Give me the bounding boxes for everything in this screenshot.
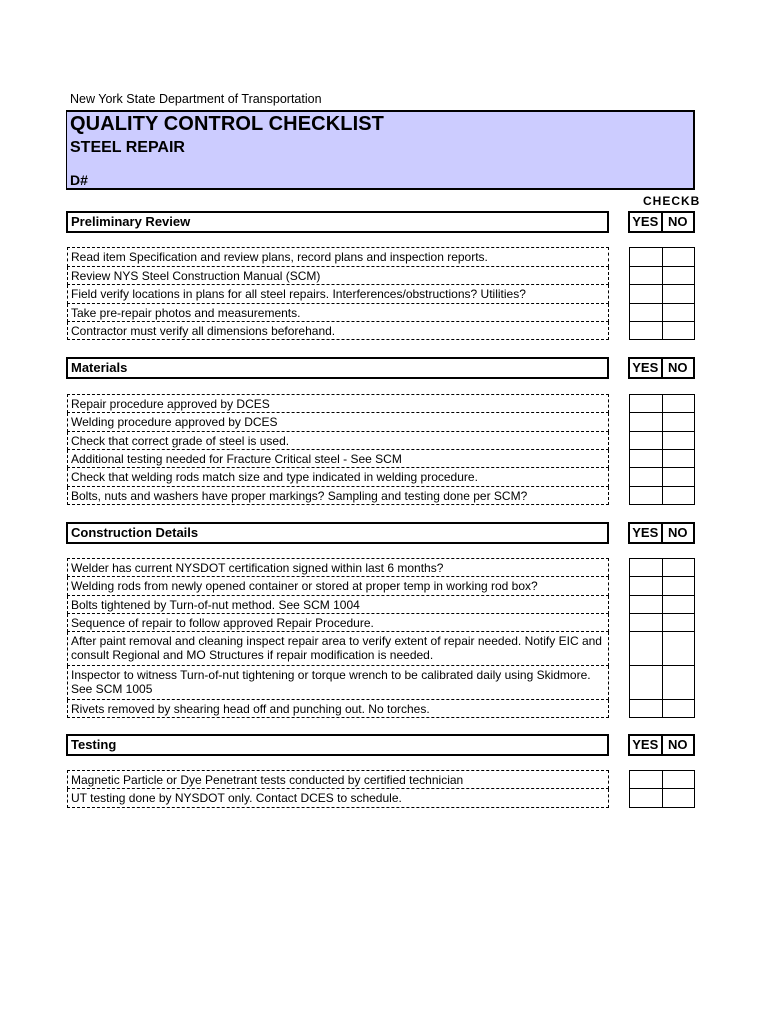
yes-no-header — [628, 357, 695, 379]
yes-checkbox[interactable] — [630, 789, 663, 807]
checklist-item — [67, 247, 609, 267]
checklist-item-text: Additional testing needed for Fracture Critical steel - See SCM — [71, 452, 402, 466]
answer-boxes — [629, 247, 695, 267]
no-checkbox[interactable] — [663, 700, 695, 717]
answer-boxes — [629, 468, 695, 487]
checklist-item — [67, 487, 609, 505]
no-label: NO — [668, 525, 688, 540]
no-checkbox[interactable] — [663, 450, 695, 467]
yes-checkbox[interactable] — [630, 285, 663, 303]
checklist-item — [67, 267, 609, 285]
no-checkbox[interactable] — [663, 468, 695, 486]
no-label: NO — [668, 214, 688, 229]
yes-no-header — [628, 211, 695, 233]
agency-name: New York State Department of Transportation — [70, 92, 322, 106]
checklist-item — [67, 577, 609, 596]
answer-boxes — [629, 789, 695, 808]
answer-boxes — [629, 394, 695, 413]
yes-label: YES — [630, 359, 663, 377]
checklist-item-text: Inspector to witness Turn-of-nut tightening or torque wrench to be calibrated daily using Skidmore. See SCM 1005 — [71, 668, 591, 696]
answer-boxes — [629, 666, 695, 700]
yes-checkbox[interactable] — [630, 614, 663, 631]
no-checkbox[interactable] — [663, 285, 695, 303]
checklist-item — [67, 666, 609, 700]
checklist-item-text: Field verify locations in plans for all steel repairs. Interferences/obstructions? Utilities? — [71, 287, 526, 301]
checklist-item-text: Contractor must verify all dimensions beforehand. — [71, 324, 336, 338]
no-checkbox[interactable] — [663, 559, 695, 576]
checklist-item — [67, 322, 609, 340]
yes-label: YES — [630, 524, 663, 542]
yes-label: YES — [630, 736, 663, 754]
answer-boxes — [629, 267, 695, 285]
answer-boxes — [629, 596, 695, 614]
yes-checkbox[interactable] — [630, 395, 663, 412]
checklist-item-text: Magnetic Particle or Dye Penetrant tests conducted by certified technician — [71, 773, 464, 787]
checklist-item — [67, 614, 609, 632]
checklist-item-text: Welder has current NYSDOT certification signed within last 6 months? — [71, 561, 444, 575]
answer-boxes — [629, 322, 695, 340]
no-label: NO — [668, 737, 688, 752]
yes-checkbox[interactable] — [630, 322, 663, 339]
checklist-item-text: After paint removal and cleaning inspect repair area to verify extent of repair needed. Notify EIC and consult Regional and MO Structures if repair modification is needed. — [71, 634, 602, 662]
checklist-item — [67, 432, 609, 450]
d-number-label: D# — [70, 172, 88, 188]
answer-boxes — [629, 770, 695, 789]
yes-checkbox[interactable] — [630, 700, 663, 717]
answer-boxes — [629, 413, 695, 432]
yes-checkbox[interactable] — [630, 559, 663, 576]
checklist-item-text: Read item Specification and review plans, record plans and inspection reports. — [71, 250, 488, 264]
answer-boxes — [629, 614, 695, 632]
page-subtitle: STEEL REPAIR — [70, 139, 185, 156]
checklist-item-text: Take pre-repair photos and measurements. — [71, 306, 301, 320]
no-checkbox[interactable] — [663, 596, 695, 613]
section-header: Preliminary Review — [66, 211, 609, 233]
page-title: QUALITY CONTROL CHECKLIST — [70, 113, 384, 135]
checklist-item-text: Repair procedure approved by DCES — [71, 397, 270, 411]
answer-boxes — [629, 577, 695, 596]
yes-no-header — [628, 522, 695, 544]
no-checkbox[interactable] — [663, 789, 695, 807]
section-header: Testing — [66, 734, 609, 756]
yes-checkbox[interactable] — [630, 304, 663, 321]
checklist-item-text: Bolts, nuts and washers have proper markings? Sampling and testing done per SCM? — [71, 489, 528, 503]
yes-checkbox[interactable] — [630, 248, 663, 266]
checklist-item-text: Sequence of repair to follow approved Repair Procedure. — [71, 616, 374, 630]
answer-boxes — [629, 487, 695, 505]
checklist-item — [67, 304, 609, 322]
yes-checkbox[interactable] — [630, 432, 663, 449]
yes-checkbox[interactable] — [630, 413, 663, 431]
no-checkbox[interactable] — [663, 771, 695, 788]
checklist-item — [67, 632, 609, 666]
section-header: Materials — [66, 357, 609, 379]
answer-boxes — [629, 558, 695, 577]
checklist-item — [67, 285, 609, 304]
no-checkbox[interactable] — [663, 267, 695, 284]
checklist-item — [67, 596, 609, 614]
checklist-item — [67, 789, 609, 808]
answer-boxes — [629, 632, 695, 666]
yes-checkbox[interactable] — [630, 267, 663, 284]
answer-boxes — [629, 285, 695, 304]
no-checkbox[interactable] — [663, 432, 695, 449]
yes-checkbox[interactable] — [630, 450, 663, 467]
yes-checkbox[interactable] — [630, 596, 663, 613]
no-checkbox[interactable] — [663, 487, 695, 504]
checklist-item-text: Rivets removed by shearing head off and punching out. No torches. — [71, 702, 430, 716]
section-header: Construction Details — [66, 522, 609, 544]
checklist-item — [67, 450, 609, 468]
checklist-item-text: Review NYS Steel Construction Manual (SCM) — [71, 269, 321, 283]
yes-checkbox[interactable] — [630, 468, 663, 486]
no-checkbox[interactable] — [663, 395, 695, 412]
answer-boxes — [629, 304, 695, 322]
checklist-item — [67, 700, 609, 718]
yes-checkbox[interactable] — [630, 632, 663, 665]
checklist-item — [67, 558, 609, 577]
yes-checkbox[interactable] — [630, 666, 663, 699]
checklist-item-text: UT testing done by NYSDOT only. Contact DCES to schedule. — [71, 791, 402, 805]
yes-checkbox[interactable] — [630, 487, 663, 504]
no-checkbox[interactable] — [663, 632, 695, 665]
no-label: NO — [668, 360, 688, 375]
checklist-item — [67, 468, 609, 487]
yes-checkbox[interactable] — [630, 577, 663, 595]
yes-checkbox[interactable] — [630, 771, 663, 788]
yes-no-header — [628, 734, 695, 756]
checklist-item-text: Bolts tightened by Turn-of-nut method. See SCM 1004 — [71, 598, 360, 612]
checklist-item — [67, 413, 609, 432]
no-checkbox[interactable] — [663, 413, 695, 431]
checklist-item-text: Check that correct grade of steel is used. — [71, 434, 290, 448]
answer-boxes — [629, 450, 695, 468]
no-checkbox[interactable] — [663, 666, 695, 699]
answer-boxes — [629, 432, 695, 450]
checklist-item — [67, 394, 609, 413]
checklist-item — [67, 770, 609, 789]
no-checkbox[interactable] — [663, 577, 695, 595]
checklist-item-text: Welding procedure approved by DCES — [71, 415, 278, 429]
title-block — [66, 110, 695, 190]
checkbox-caption: CHECKB — [643, 194, 701, 208]
yes-label: YES — [630, 213, 663, 231]
no-checkbox[interactable] — [663, 304, 695, 321]
no-checkbox[interactable] — [663, 614, 695, 631]
answer-boxes — [629, 700, 695, 718]
checklist-item-text: Welding rods from newly opened container or stored at proper temp in working rod box? — [71, 579, 538, 593]
no-checkbox[interactable] — [663, 248, 695, 266]
checklist-item-text: Check that welding rods match size and type indicated in welding procedure. — [71, 470, 478, 484]
no-checkbox[interactable] — [663, 322, 695, 339]
